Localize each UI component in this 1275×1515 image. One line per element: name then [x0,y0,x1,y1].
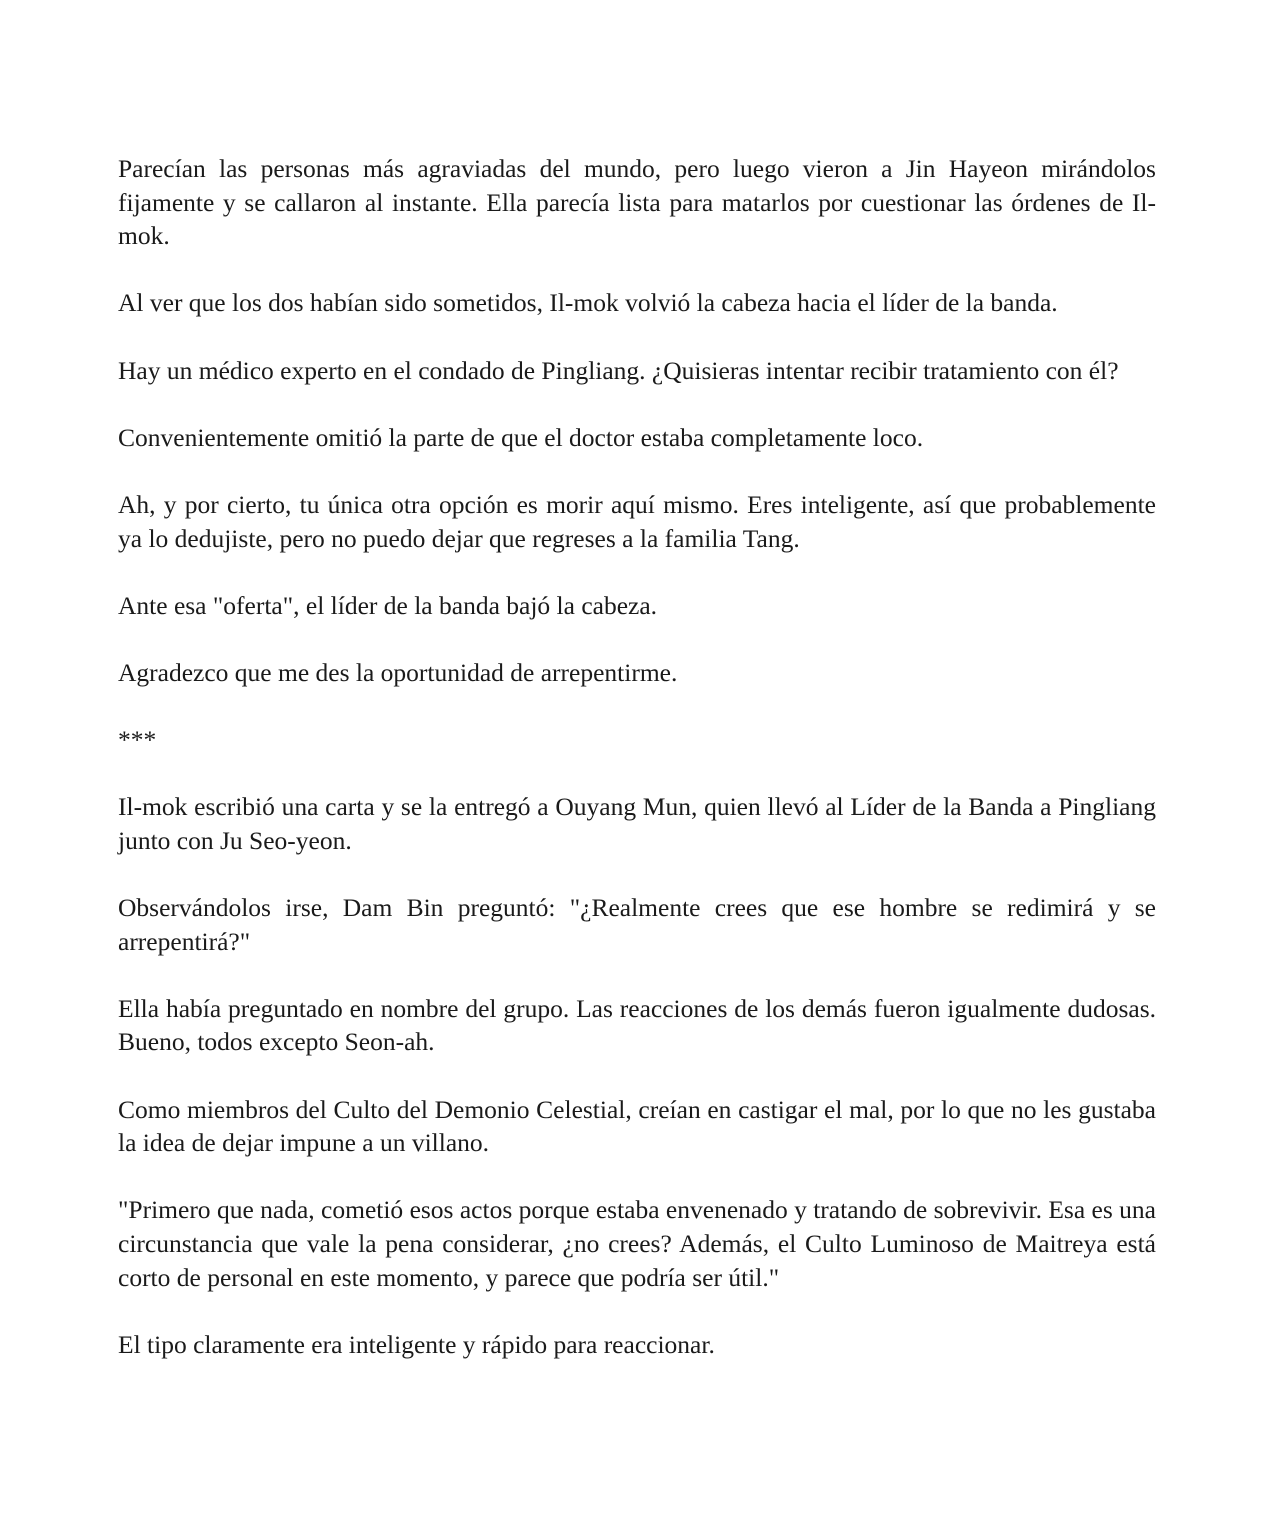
paragraph-13: El tipo claramente era inteligente y rápido para reaccionar. [118,1329,715,1359]
document-page [118,152,1156,1361]
scene-break: *** [118,725,157,755]
paragraph-11: Como miembros del Culto del Demonio Celestial, creían en castigar el mal, por lo que no les gustaba la idea de dejar impune a un villano. [118,1094,1156,1158]
paragraph-8: Il-mok escribió una carta y se la entregó a Ouyang Mun, quien llevó al Líder de la Banda a Pingliang junto con Ju Seo-yeon. [118,792,1156,855]
paragraph-10: Ella había preguntado en nombre del grupo. Las reacciones de los demás fueron igualmente dudosas. Bueno, todos excepto Seon-ah. [118,993,1156,1057]
paragraph-1: Parecían las personas más agraviadas del mundo, pero luego vieron a Jin Hayeon mirándolos fijamente y se callaron al instante. Ella parecía lista para matarlos por cuestionar las órdenes de Il-mok. [118,154,1156,251]
paragraph-5: Ah, y por cierto, tu única otra opción es morir aquí mismo. Eres inteligente, así que probablemente ya lo dedujiste, pero no puedo dejar que regreses a la familia Tang. [118,489,1156,553]
paragraph-7: Agradezco que me des la oportunidad de arrepentirme. [118,657,678,687]
paragraph-12: "Primero que nada, cometió esos actos porque estaba envenenado y tratando de sobrevivir. Esa es una circunstancia que vale la pena considerar, ¿no crees? Además, el Culto Luminoso de Maitreya está corto de personal en este momento, y parece que podría ser útil." [118,1195,1156,1292]
paragraph-4: Convenientemente omitió la parte de que el doctor estaba completamente loco. [118,422,924,452]
paragraph-6: Ante esa "oferta", el líder de la banda bajó la cabeza. [118,590,658,620]
paragraph-3: Hay un médico experto en el condado de Pingliang. ¿Quisieras intentar recibir tratamiento con él? [118,355,1119,385]
paragraph-9: Observándolos irse, Dam Bin preguntó: "¿Realmente crees que ese hombre se redimirá y se arrepentirá?" [118,893,1156,956]
paragraph-2: Al ver que los dos habían sido sometidos, Il-mok volvió la cabeza hacia el líder de la banda. [118,288,1058,318]
